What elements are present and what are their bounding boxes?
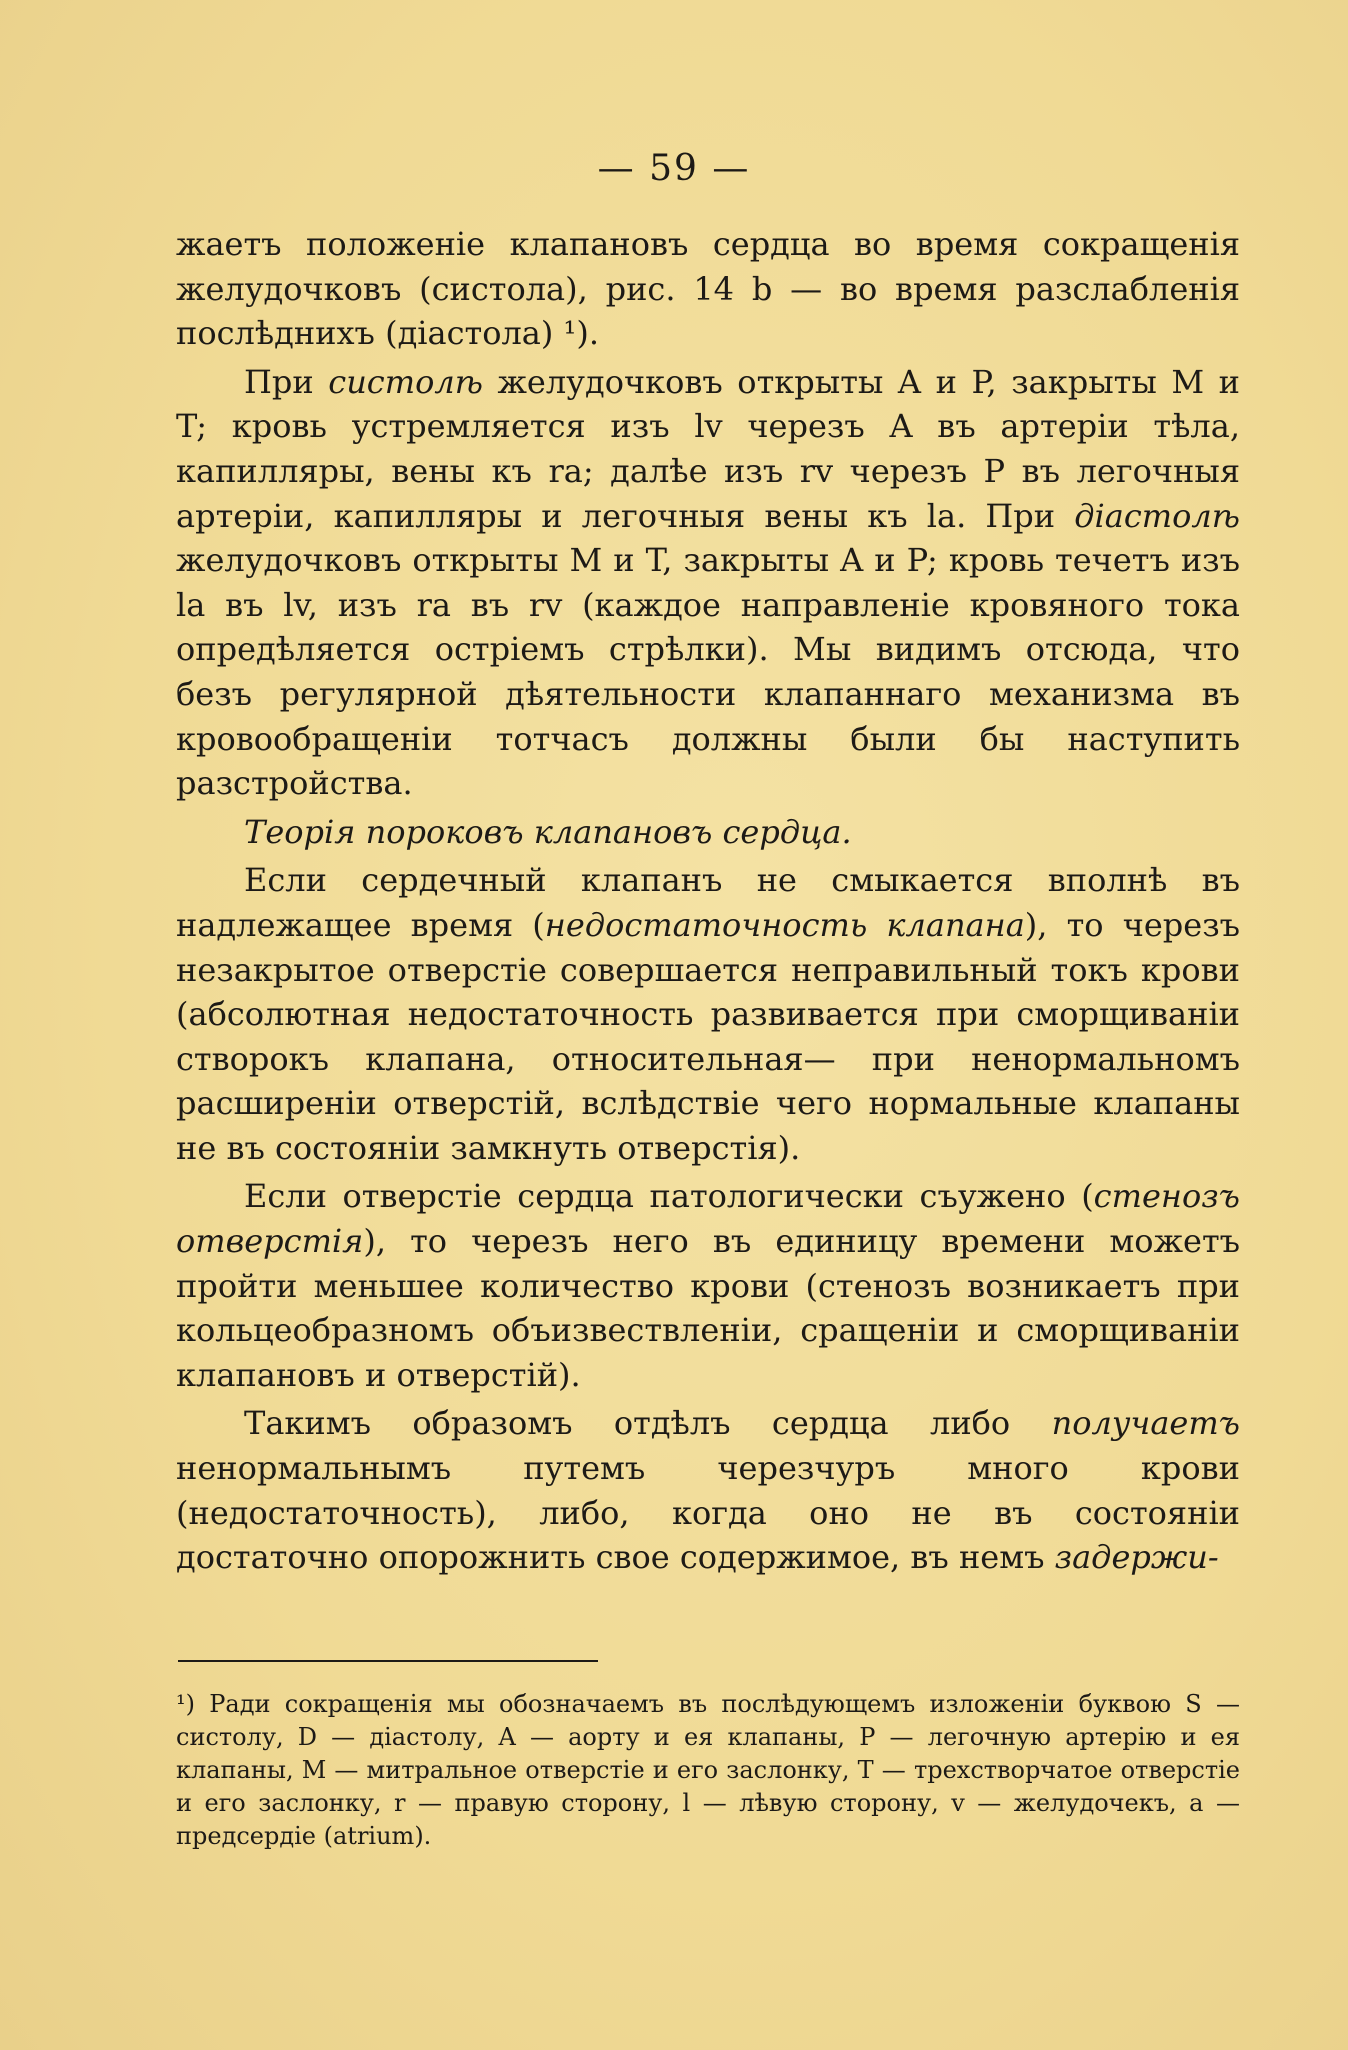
emphasis-receives: получаетъ <box>1051 1404 1240 1443</box>
paragraph-4 <box>176 1174 1240 1397</box>
text-run: ), то черезъ него въ единицу времени можетъ пройти меньшее количество крови (стенозъ возникаетъ при кольцеобразномъ объизвествленіи, сращеніи и сморщиваніи клапановъ и отверстій). <box>176 1222 1240 1394</box>
footnote-divider <box>178 1660 598 1662</box>
emphasis-diastole: діастолѣ <box>1074 496 1240 535</box>
footnote <box>176 1688 1240 1853</box>
section-heading <box>176 810 1240 855</box>
heading-text: Теорія пороковъ клапановъ сердца. <box>244 812 852 851</box>
paragraph-5 <box>176 1401 1240 1579</box>
text-run: ненормальнымъ путемъ черезчуръ много крови (недостаточность), либо, когда оно не въ состояніи достаточно опорожнить свое содержимое, въ немъ <box>176 1449 1240 1577</box>
text-run: Если отверстіе сердца патологически съужено ( <box>244 1177 1094 1216</box>
text-run: При <box>244 362 329 401</box>
emphasis-systole: систолѣ <box>328 362 483 401</box>
paragraph-3 <box>176 858 1240 1170</box>
paragraph-2 <box>176 360 1240 806</box>
text-run: Если сердечный клапанъ не смыкается вполнѣ въ надлежащее время ( <box>176 861 1240 944</box>
body-text <box>176 222 1240 1580</box>
page-number: — 59 — <box>597 148 751 189</box>
text-run: желудочковъ открыты A и P, закрыты M и T; кровь устремляется изъ lv черезъ A въ артеріи тѣла, капилляры, вены къ ra; далѣе изъ rv черезъ P въ легочныя артеріи, капилляры и легочныя вены къ la. При <box>176 362 1241 535</box>
emphasis-retained: задержи- <box>1054 1538 1219 1577</box>
text-run: Такимъ образомъ отдѣлъ сердца либо <box>244 1404 1052 1443</box>
text-run: желудочковъ открыты M и T, закрыты A и P; кровь течетъ изъ la въ lv, изъ ra въ rv (каждое направленіе кровяного тока опредѣляется остріемъ стрѣлки). Мы видимъ отсюда, что безъ регулярной дѣятельности клапаннаго механизма въ кровообращеніи тотчасъ должны были бы наступить разстройства. <box>176 541 1240 803</box>
paragraph-1: жаетъ положеніе клапановъ сердца во время сокращенія желудочковъ (систола), рис. 14 b — во время разслабленія послѣднихъ (діастола) ¹). <box>176 225 1240 353</box>
text-run: ), то черезъ незакрытое отверстіе совершается неправильный токъ крови (абсолютная недостаточность развивается при сморщиваніи створокъ клапана, относительная— при ненормальномъ расширеніи отверстій, вслѣдствіе чего нормальные клапаны не въ состояніи замкнуть отверстія). <box>176 905 1241 1167</box>
emphasis-insufficiency: недостаточность клапана <box>544 905 1025 944</box>
emphasis-stenosis: стенозъ отверстія <box>176 1177 1240 1261</box>
footnote-text: ¹) Ради сокращенія мы обозначаемъ въ послѣдующемъ изложеніи буквою S — систолу, D — діастолу, A — аорту и ея клапаны, P — легочную артерію и ея клапаны, M — митральное отверстіе и его заслонку, T — трехстворчатое отверстіе и его заслонку, r — правую сторону, l — лѣвую сторону, v — желудочекъ, a — предсердіе (atrium). <box>176 1690 1240 1850</box>
